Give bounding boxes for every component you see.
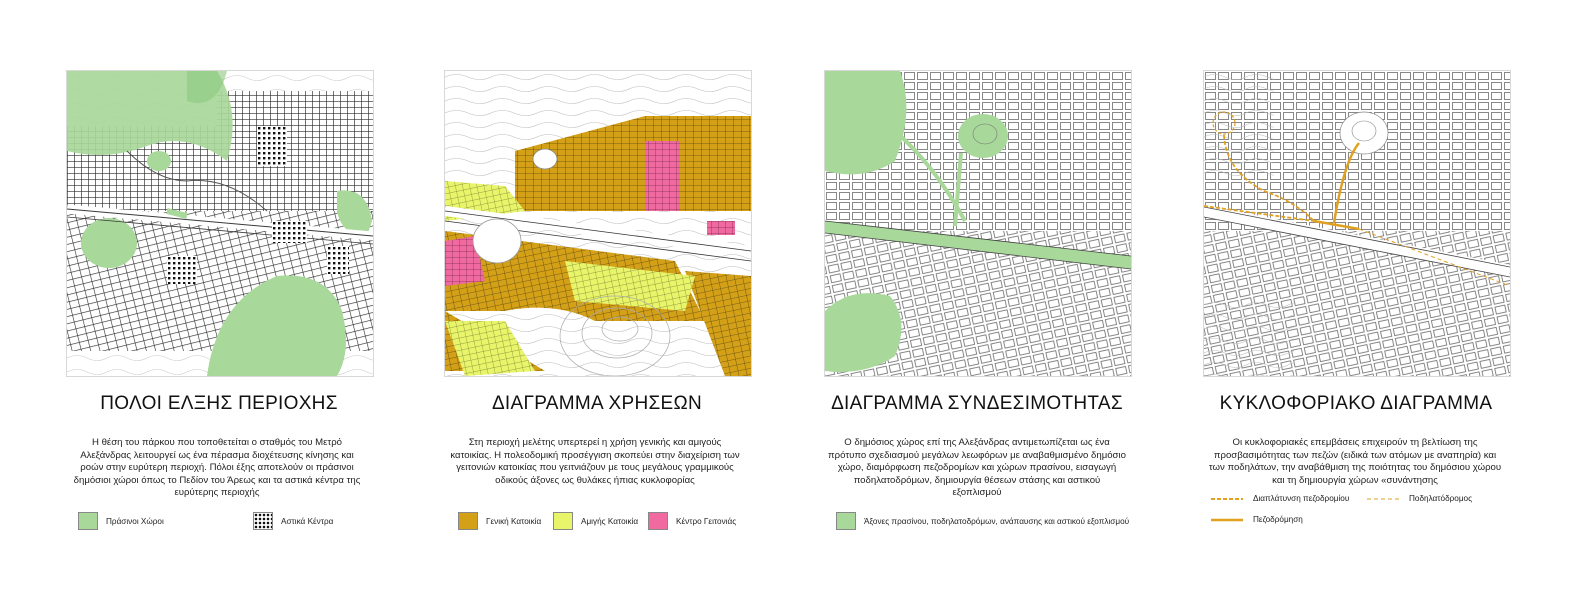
yellow-swatch-icon: [553, 512, 573, 530]
panel-title: ΔΙΑΓΡΑΜΜΑ ΧΡΗΣΕΩΝ: [491, 393, 703, 414]
legend-label: Άξονες πρασίνου, ποδηλατοδρόμων, ανάπαυσης και αστικού εξοπλισμού: [864, 516, 1130, 526]
panel-description: Οι κυκλοφοριακές επεμβάσεις επιχειρούν τη βελτίωση της προσβασιμότητας των πεζών (ειδικά των ατόμων με αναπηρία) και των ποδηλάτων, την αναβάθμιση της ποιότητας του δημόσιου χώρου και τη δημιουργία χώρων «συνάντησης: [1208, 437, 1502, 486]
green-swatch-icon: [836, 512, 856, 530]
map-attraction-poles: [66, 70, 374, 377]
legend-label: Αμιγής Κατοικία: [581, 516, 639, 526]
panel-connectivity: [806, 0, 1130, 608]
panel-description: Στη περιοχή μελέτης υπερτερεί η χρήση γενικής και αμιγούς κατοικίας. Η πολεοδομική προσέγγιση σκοπεύει στην διαχείριση των γειτονιών κατοικίας που γειτνιάζουν με τους μεγάλους γραμμικούς οδικούς άξονες ως θυλάκες ήπιας κυκλοφορίας: [450, 437, 740, 486]
legend-label: Διαπλάτυνση πεζοδρομίου: [1253, 494, 1350, 503]
map-svg-2: [445, 71, 751, 376]
map-svg-1: [67, 71, 373, 376]
panel-title: ΔΙΑΓΡΑΜΜΑ ΣΥΝΔΕΣΙΜΟΤΗΤΑΣ: [831, 393, 1123, 414]
panel-title: ΠΟΛΟΙ ΕΛΞΗΣ ΠΕΡΙΟΧΗΣ: [100, 393, 338, 414]
legend-item-bike-lane: [1367, 494, 1472, 503]
legend-label: Ποδηλατόδρομος: [1409, 494, 1473, 503]
panel-description: Η θέση του πάρκου που τοποθετείται ο σταθμός του Μετρό Αλεξάνδρας λειτουργεί ως ένα πέρασμα διοχέτευσης κίνησης και ροών στην ευρύτερη περιοχή. Πόλοι έξης αποτελούν οι πράσινοι δημόσιοι χώροι όπως το Πεδίον του Άρεως και τα αστικά κέντρα της ευρύτερης περιοχής: [73, 437, 361, 499]
panel-traffic: [1185, 0, 1505, 608]
legend-item-urban-centers: [253, 512, 333, 530]
pink-swatch-icon: [648, 512, 668, 530]
legend-label: Γενική Κατοικία: [486, 516, 542, 526]
panel-description: Ο δημόσιος χώρος επί της Αλεξάνδρας αντιμετωπίζεται ως ένα πρότυπο σχεδιασμού μεγάλων λεωφόρων με αναβαθμισμένο δημόσιο χώρο, διαμόρφωση πεζοδρομίων και χώρων πρασίνου, εισαγωγή ποδηλατοδρόμων, δημιουργία θέσεων στάσης και αστικού εξοπλισμού: [828, 437, 1126, 499]
dashed-thin-line-icon: [1367, 496, 1399, 502]
legend-item-pedestrianization: [1211, 515, 1303, 524]
legend-item-sidewalk-widening: [1211, 494, 1349, 503]
dotted-swatch-icon: [253, 512, 273, 530]
legend-label: Αστικά Κέντρα: [281, 516, 334, 526]
green-swatch-icon: [78, 512, 98, 530]
solid-line-icon: [1211, 517, 1243, 523]
legend-item-green-spaces: [78, 512, 164, 530]
map-connectivity: [824, 70, 1132, 377]
legend-label: Πράσινοι Χώροι: [106, 516, 164, 526]
panel-title: ΚΥΚΛΟΦΟΡΙΑΚΟ ΔΙΑΓΡΑΜΜΑ: [1219, 393, 1493, 414]
legend-item-green-axes: [836, 512, 1129, 530]
panel-land-use: [426, 0, 746, 608]
map-land-use: [444, 70, 752, 377]
legend-label: Πεζοδρόμηση: [1253, 515, 1303, 524]
map-svg-3: [825, 71, 1131, 376]
dashed-bold-line-icon: [1211, 496, 1243, 502]
panel-attraction-poles: [48, 0, 368, 608]
map-traffic: [1203, 70, 1511, 377]
legend-item-general-housing: [458, 512, 541, 530]
legend-item-pure-housing: [553, 512, 638, 530]
map-svg-4: [1204, 71, 1510, 376]
legend-label: Κέντρο Γειτονιάς: [676, 516, 737, 526]
legend-item-neighborhood-center: [648, 512, 736, 530]
gold-swatch-icon: [458, 512, 478, 530]
